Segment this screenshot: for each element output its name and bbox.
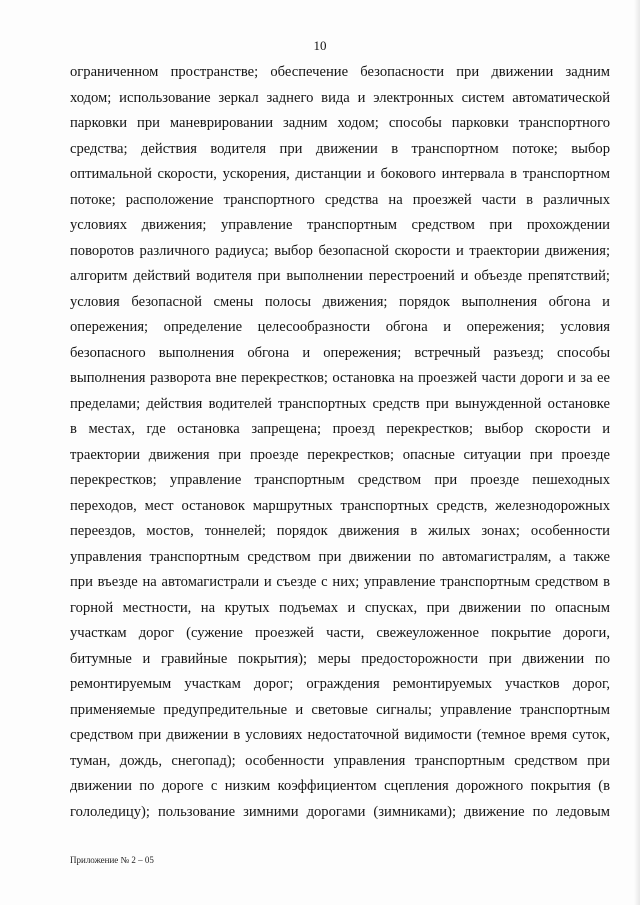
text-line: потоке; расположение транспортного средства на проезжей части в различных xyxy=(70,191,610,208)
text-line: выполнения разворота вне перекрестков; остановка на проезжей части дороги и за ее xyxy=(70,370,610,386)
text-line: парковки при маневрировании задним ходом; способы парковки транспортного xyxy=(70,115,610,131)
text-line: опережения; определение целесообразности обгона и опережения; условия xyxy=(70,319,610,335)
text-line: туман, дождь, снегопад); особенности управления транспортным средством при xyxy=(70,752,610,769)
text-line: ходом; использование зеркал заднего вида и электронных систем автоматической xyxy=(70,89,610,106)
page-number: 10 xyxy=(313,38,327,53)
text-line: поворотов различного радиуса; выбор безопасной скорости и траектории движения; xyxy=(70,242,610,259)
page-footer: Приложение № 2 – 05 xyxy=(70,855,154,865)
text-line: переездов, мостов, тоннелей; порядок движения в жилых зонах; особенности xyxy=(70,523,610,539)
text-line: в местах, где остановка запрещена; проезд перекрестков; выбор скорости и xyxy=(70,421,610,437)
text-line: ограниченном пространстве; обеспечение безопасности при движении задним xyxy=(70,64,610,80)
text-line: битумные и гравийные покрытия); меры предосторожности при движении по xyxy=(70,650,610,667)
text-line: безопасного выполнения обгона и опережения; встречный разъезд; способы xyxy=(70,344,610,361)
text-line: средством при движении в условиях недостаточной видимости (темное время суток, xyxy=(70,727,610,743)
text-line: переходов, мест остановок маршрутных транспортных средств, железнодорожных xyxy=(70,497,610,514)
scan-edge-shadow xyxy=(634,0,640,905)
text-line: средства; действия водителя при движении в транспортном потоке; выбор xyxy=(70,140,610,157)
text-line: движении по дороге с низким коэффициентом сцепления дорожного покрытия (в xyxy=(70,778,610,794)
text-line: при въезде на автомагистрали и съезде с них; управление транспортным средством в xyxy=(70,574,610,590)
text-line: управления транспортным средством при движении по автомагистралям, а также xyxy=(70,548,610,565)
text-line: применяемые предупредительные и световые сигналы; управление транспортным xyxy=(70,701,610,718)
body-text xyxy=(70,60,610,825)
text-line: пределами; действия водителей транспортных средств при вынужденной остановке xyxy=(70,395,610,412)
text-line: участкам дорог (сужение проезжей части, свежеуложенное покрытие дороги, xyxy=(70,625,610,641)
text-line: оптимальной скорости, ускорения, дистанции и бокового интервала в транспортном xyxy=(70,166,610,182)
text-line: ремонтируемым участкам дорог; ограждения ремонтируемых участков дорог, xyxy=(70,676,610,692)
text-line: условия безопасной смены полосы движения; порядок выполнения обгона и xyxy=(70,293,610,310)
text-line: горной местности, на крутых подъемах и спусках, при движении по опасным xyxy=(70,599,610,616)
text-line: перекрестков; управление транспортным средством при проезде пешеходных xyxy=(70,472,610,488)
text-line: гололедицу); пользование зимними дорогами (зимниками); движение по ледовым xyxy=(70,803,610,820)
text-line: алгоритм действий водителя при выполнении перестроений и объезде препятствий; xyxy=(70,268,610,284)
text-line: траектории движения при проезде перекрестков; опасные ситуации при проезде xyxy=(70,446,610,463)
text-line: условиях движения; управление транспортным средством при прохождении xyxy=(70,217,610,233)
